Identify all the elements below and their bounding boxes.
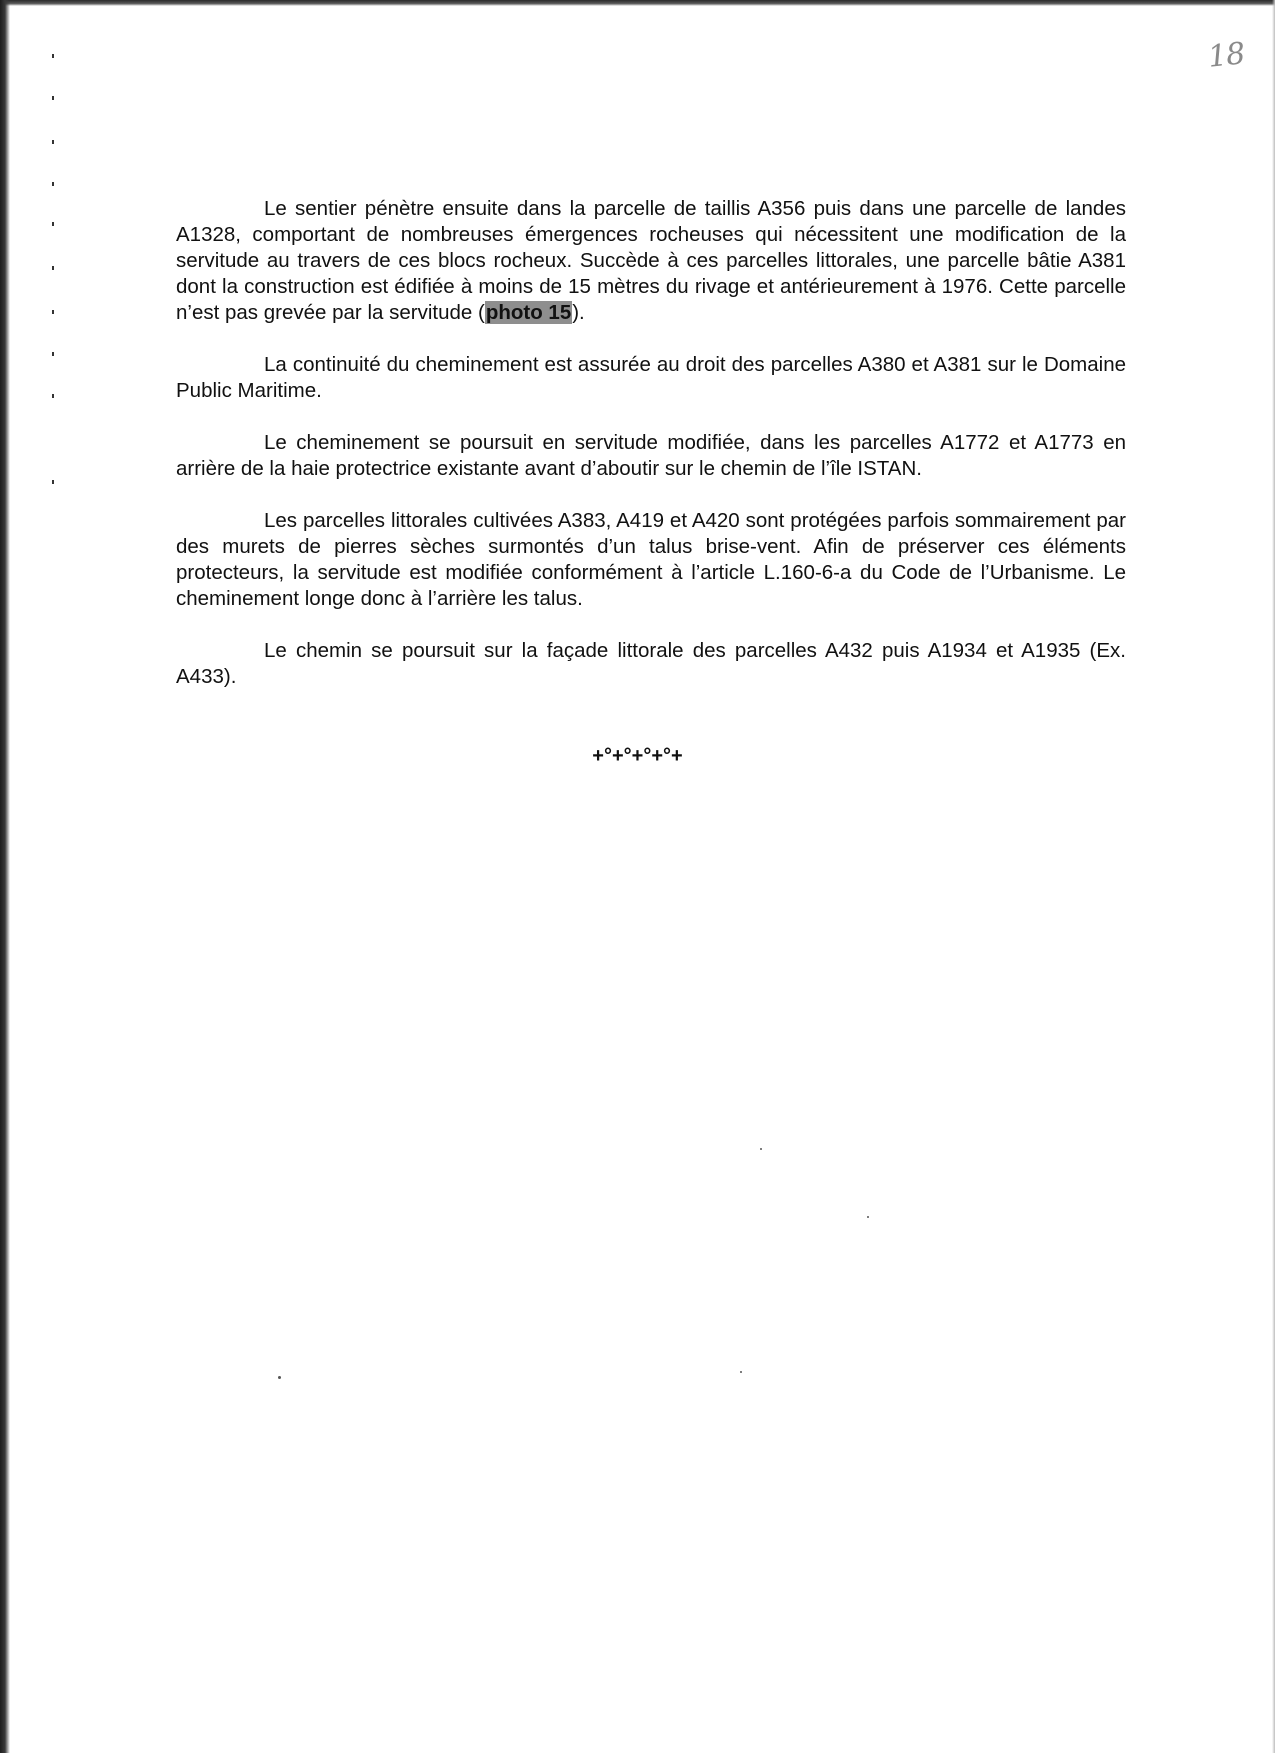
scan-speck [278,1376,281,1379]
handwritten-page-number: 18 [1206,36,1246,75]
paragraph-5: Le chemin se poursuit sur la façade littorale des parcelles A432 puis A1934 et A1935 (Ex. A433). [176,639,1126,688]
paragraph-4: Les parcelles littorales cultivées A383, A419 et A420 sont protégées parfois sommairement par des murets de pierres sèches surmontés d’un talus brise-vent. Afin de préserver ces éléments protecteurs, la servitude est modifiée conformément à l’article L.160-6-a du Code de l’Urbanisme. Le cheminement longe donc à l’arrière les talus. [176,509,1126,610]
paragraph-1-text: Le sentier pénètre ensuite dans la parcelle de taillis A356 puis dans une parcelle de landes A1328, comportant de nombreuses émergences rocheuses qui nécessitent une modification de la servitude au travers de ces blocs rocheux. Succède à ces parcelles littorales, une parcelle bâtie A381 dont la construction est édifiée à moins de 15 mètres du rivage et antérieurement à 1976. Cette parcelle n’est pas grevée par la servitude ( [176,197,1126,324]
paragraph-1 [176,196,1126,326]
binding-hole-marks [52,40,58,500]
scan-speck [740,1371,742,1373]
section-separator: +°+°+°+°+ [592,745,683,767]
paragraph-1-end: ). [572,301,585,324]
scan-border-top [0,0,1275,6]
photo-reference-highlight: photo 15 [485,301,572,324]
scan-border-left [0,0,10,1753]
paragraph-3: Le cheminement se poursuit en servitude modifiée, dans les parcelles A1772 et A1773 en arrière de la haie protectrice existante avant d’aboutir sur le chemin de l’île ISTAN. [176,431,1126,480]
scan-speck [867,1216,869,1218]
document-body [176,196,1126,716]
scan-speck [760,1148,762,1150]
paragraph-2: La continuité du cheminement est assurée au droit des parcelles A380 et A381 sur le Domaine Public Maritime. [176,353,1126,402]
